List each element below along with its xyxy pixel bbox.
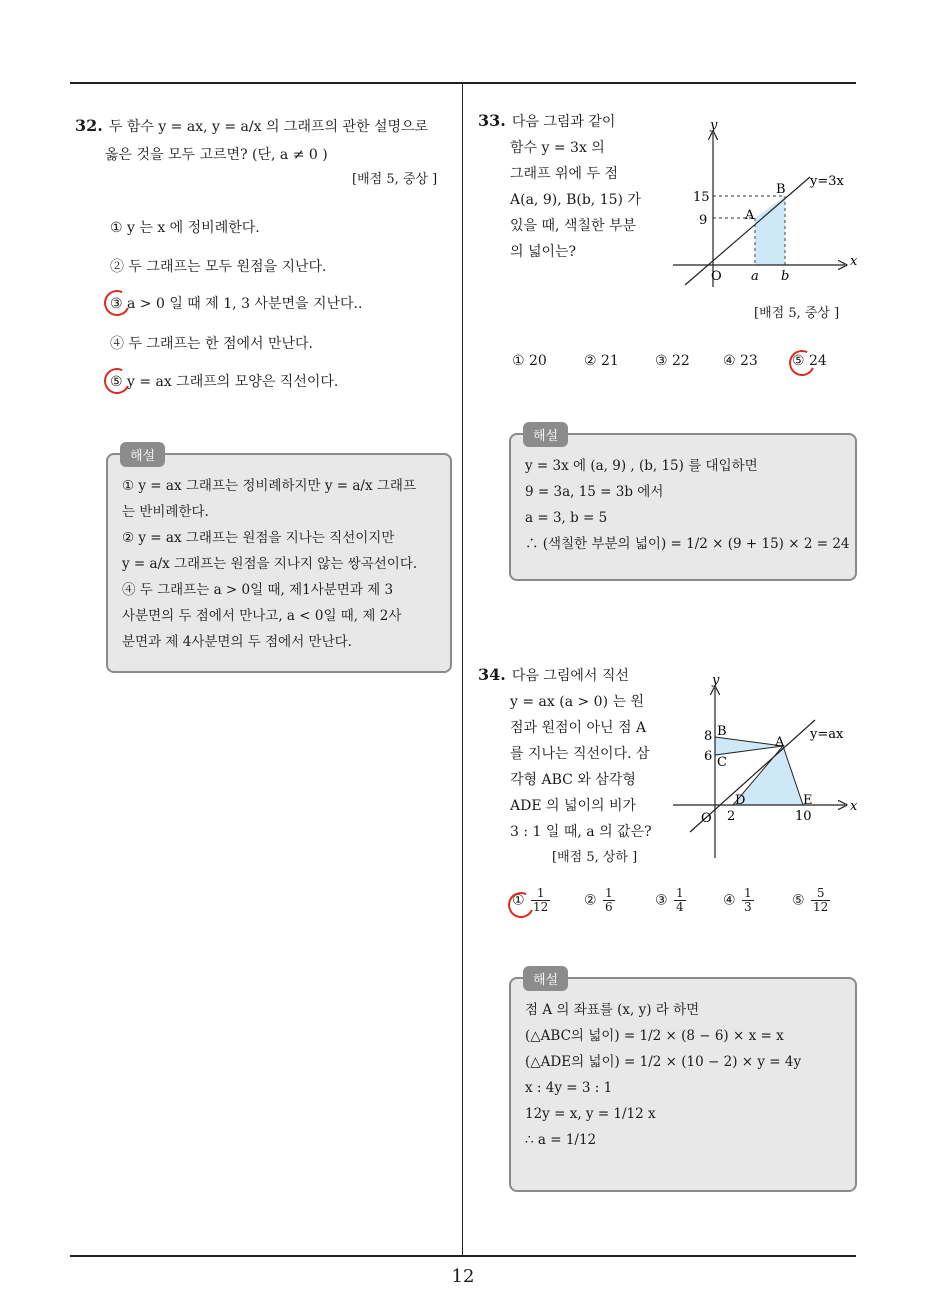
q32-solution-line: 는 반비례한다. bbox=[122, 504, 209, 520]
q33-answer-circle-5 bbox=[785, 346, 818, 379]
q34-solution-box bbox=[509, 977, 857, 1192]
q34-solution-line: 12y = x, y = 1/12 x bbox=[525, 1106, 656, 1122]
q34-tick-8: 8 bbox=[704, 729, 713, 744]
q33-tick-15: 15 bbox=[693, 190, 710, 205]
q34-solution-line: ∴ a = 1/12 bbox=[525, 1132, 597, 1148]
q32-solution-tab: 해설 bbox=[120, 442, 165, 467]
q33-b-label: b bbox=[781, 269, 790, 284]
q33-point-B: B bbox=[776, 182, 786, 197]
q34-option-fraction: $\frac{1}{6}$ bbox=[605, 886, 613, 914]
q33-grade: [배점 5, 중상 ] bbox=[754, 306, 840, 321]
q33-solution-line: a = 3, b = 5 bbox=[525, 510, 608, 526]
q34-option-fraction: $\frac{1}{3}$ bbox=[744, 886, 752, 914]
q34-solution-line: (△ADE의 넓이) = 1/2 × (10 − 2) × y = 4y bbox=[525, 1054, 802, 1070]
q32-answer-circle-5 bbox=[100, 364, 133, 397]
q32-solution-line: ② y = ax 그래프는 원점을 지나는 직선이지만 bbox=[122, 530, 395, 546]
q34-solution-line: x : 4y = 3 : 1 bbox=[525, 1080, 613, 1096]
q34-origin-label: O bbox=[701, 811, 712, 826]
q33-stem-line: 다음 그림과 같이 bbox=[511, 114, 616, 130]
q32-solution-line: ④ 두 그래프는 a > 0일 때, 제1사분면과 제 3 bbox=[122, 582, 394, 598]
top-rule bbox=[70, 82, 856, 84]
q33-stem-line: 있을 때, 색칠한 부분 bbox=[510, 218, 636, 234]
q34-y-label: y bbox=[712, 673, 720, 688]
q34-option-fraction: $\frac{1}{12}$ bbox=[533, 886, 549, 914]
q34-tick-2: 2 bbox=[727, 809, 736, 824]
q34-stem bbox=[478, 662, 663, 845]
q33-stem bbox=[478, 108, 658, 265]
q33-option-2[interactable]: ② 21 bbox=[584, 353, 619, 369]
q34-graph bbox=[665, 670, 865, 860]
q33-solution-line: ∴ (색칠한 부분의 넓이) = 1/2 × (9 + 15) × 2 = 24 bbox=[525, 536, 850, 552]
q34-stem-line: 점과 원점이 아닌 점 A bbox=[510, 720, 647, 736]
q34-stem-line: y = ax (a > 0) 는 원 bbox=[510, 694, 644, 710]
q34-solution-tab: 해설 bbox=[523, 966, 568, 991]
q34-option-mark: ② bbox=[584, 892, 597, 909]
q34-option-4[interactable] bbox=[723, 887, 756, 914]
q33-line-label: y=3x bbox=[810, 174, 844, 189]
q34-tick-10: 10 bbox=[795, 809, 812, 824]
q34-option-mark: ⑤ bbox=[792, 892, 805, 909]
q32-option-1[interactable]: ① y 는 x 에 정비례한다. bbox=[110, 220, 260, 236]
q33-stem-line: 그래프 위에 두 점 bbox=[510, 166, 619, 182]
q32-solution-line: 분면과 제 4사분면의 두 점에서 만난다. bbox=[122, 634, 352, 650]
q34-grade: [배점 5, 상하 ] bbox=[552, 850, 638, 865]
q33-option-4[interactable]: ④ 23 bbox=[723, 353, 758, 369]
q34-option-5[interactable] bbox=[792, 887, 832, 914]
q34-tick-6: 6 bbox=[704, 749, 713, 764]
column-divider bbox=[462, 84, 463, 1256]
q34-point-C: C bbox=[717, 755, 727, 770]
q34-line-label: y=ax bbox=[810, 727, 844, 742]
q33-option-5[interactable]: ⑤ 24 bbox=[792, 353, 827, 369]
q32-number: 32. bbox=[75, 116, 103, 135]
q33-stem-line: A(a, 9), B(b, 15) 가 bbox=[510, 192, 641, 208]
q34-triangle-ABC bbox=[715, 737, 783, 755]
q32-solution-box bbox=[106, 453, 452, 673]
q33-tick-9: 9 bbox=[699, 213, 708, 228]
q34-stem-line: 각형 ABC 와 삼각형 bbox=[510, 772, 636, 788]
q34-option-mark: ③ bbox=[655, 892, 668, 909]
q32-solution-line: y = a/x 그래프는 원점을 지나지 않는 쌍곡선이다. bbox=[122, 556, 418, 572]
q32-solution-line: ① y = ax 그래프는 정비례하지만 y = a/x 그래프 bbox=[122, 478, 417, 494]
q32-solution-line: 사분면의 두 점에서 만나고, a < 0일 때, 제 2사 bbox=[122, 608, 402, 624]
q33-solution-box bbox=[509, 433, 857, 581]
q33-x-label: x bbox=[850, 254, 858, 269]
q34-option-3[interactable] bbox=[655, 887, 688, 914]
q32-stem-line1: 두 함수 y = ax, y = a/x 의 그래프의 관한 설명으로 bbox=[108, 119, 429, 135]
q33-solution-tab: 해설 bbox=[523, 422, 568, 447]
q33-stem-line: 의 넓이는? bbox=[510, 244, 577, 260]
q33-shaded-region bbox=[755, 196, 785, 265]
q34-point-E: E bbox=[803, 793, 813, 808]
q33-solution-line: 9 = 3a, 15 = 3b 에서 bbox=[525, 484, 664, 500]
q34-stem-line: ADE 의 넓이의 비가 bbox=[510, 798, 637, 814]
q33-point-A: A bbox=[745, 208, 755, 223]
q32-grade: [배점 5, 중상 ] bbox=[352, 172, 438, 187]
q33-option-3[interactable]: ③ 22 bbox=[655, 353, 690, 369]
q34-point-B: B bbox=[717, 724, 727, 739]
q34-option-mark: ④ bbox=[723, 892, 736, 909]
q32-stem bbox=[75, 112, 460, 169]
q34-option-fraction: $\frac{5}{12}$ bbox=[813, 886, 829, 914]
q33-number: 33. bbox=[478, 111, 506, 130]
q33-a-label: a bbox=[751, 269, 759, 284]
q33-option-1[interactable]: ① 20 bbox=[512, 353, 547, 369]
q33-stem-line: 함수 y = 3x 의 bbox=[510, 140, 605, 156]
q34-solution-line: (△ABC의 넓이) = 1/2 × (8 − 6) × x = x bbox=[525, 1028, 784, 1044]
q34-stem-line: 3 : 1 일 때, a 의 값은? bbox=[510, 824, 652, 840]
q32-stem-line2: 옳은 것을 모두 고르면? (단, a ≠ 0 ) bbox=[105, 147, 328, 163]
q34-solution-line: 점 A 의 좌표를 (x, y) 라 하면 bbox=[525, 1002, 700, 1018]
q34-x-label: x bbox=[850, 799, 858, 814]
q34-option-2[interactable] bbox=[584, 887, 617, 914]
q33-solution-line: y = 3x 에 (a, 9) , (b, 15) 를 대입하면 bbox=[525, 458, 758, 474]
q34-option-fraction: $\frac{1}{4}$ bbox=[676, 886, 684, 914]
q32-answer-circle-3 bbox=[100, 286, 133, 319]
q32-option-5[interactable]: ⑤ y = ax 그래프의 모양은 직선이다. bbox=[110, 374, 339, 390]
q34-point-A: A bbox=[775, 735, 785, 750]
q34-point-D: D bbox=[735, 793, 746, 808]
q34-stem-line: 를 지나는 직선이다. 삼 bbox=[510, 746, 650, 762]
q34-number: 34. bbox=[478, 665, 506, 684]
q33-origin-label: O bbox=[711, 269, 722, 284]
q32-option-4[interactable]: ④ 두 그래프는 한 점에서 만난다. bbox=[110, 336, 313, 352]
q32-option-2[interactable]: ② 두 그래프는 모두 원점을 지난다. bbox=[110, 259, 327, 275]
q34-option-mark: ① bbox=[512, 892, 525, 909]
page-number: 12 bbox=[451, 1266, 475, 1287]
q32-option-3[interactable]: ③ a > 0 일 때 제 1, 3 사분면을 지난다.. bbox=[110, 296, 363, 312]
q33-graph bbox=[665, 115, 865, 290]
q33-y-label: y bbox=[710, 118, 718, 133]
q34-stem-line: 다음 그림에서 직선 bbox=[511, 668, 629, 684]
bottom-rule bbox=[70, 1255, 856, 1257]
